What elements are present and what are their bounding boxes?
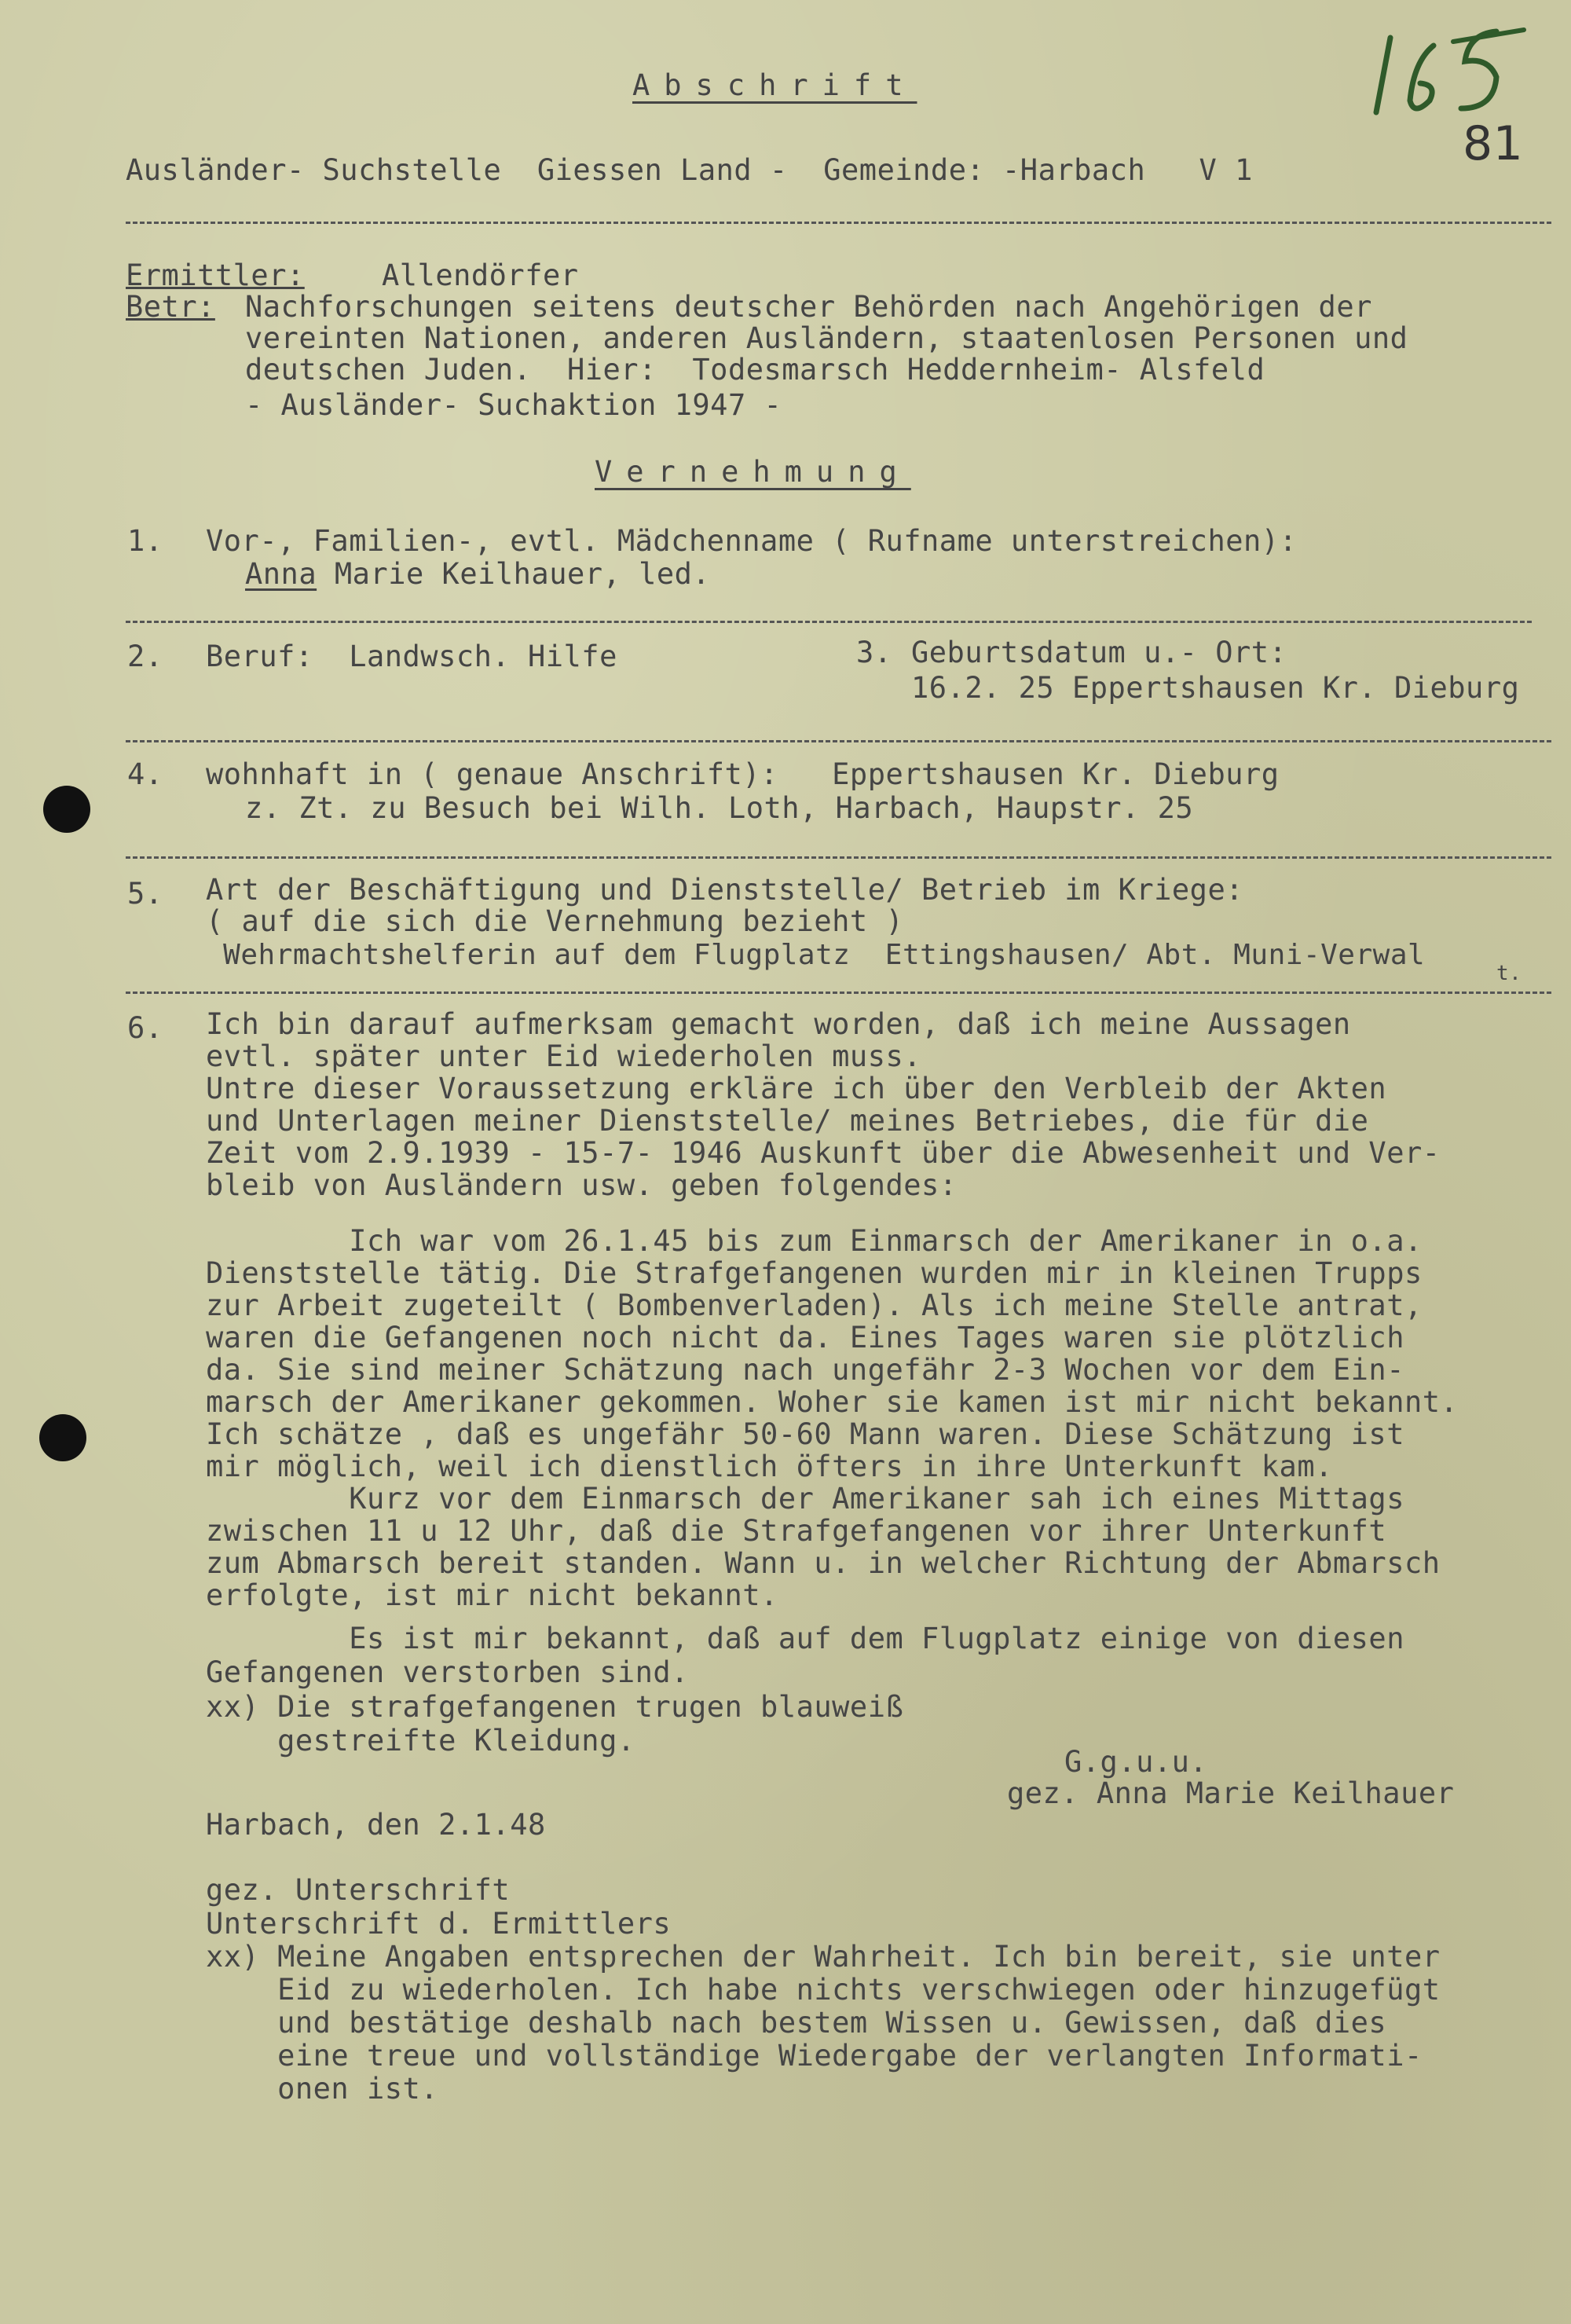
field-employment-trail: t. bbox=[1496, 962, 1522, 985]
footnote-line: und bestätige deshalb nach bestem Wissen u. Gewissen, daß dies bbox=[206, 2006, 1387, 2040]
statement-line: Gefangenen verstorben sind. bbox=[206, 1655, 689, 1689]
investigator-label: Ermittler: bbox=[126, 258, 305, 292]
statement-line: Ich schätze , daß es ungefähr 50-60 Mann waren. Diese Schätzung ist bbox=[206, 1417, 1404, 1451]
statement-intro-line: bleib von Ausländern usw. geben folgendes: bbox=[206, 1168, 958, 1202]
statement-intro-line: Untre dieser Voraussetzung erkläre ich über den Verbleib der Akten bbox=[206, 1072, 1387, 1105]
statement-line: mir möglich, weil ich dienstlich öfters in ihre Unterkunft kam. bbox=[206, 1450, 1333, 1483]
field-employment-line: Art der Beschäftigung und Dienststelle/ Betrieb im Kriege: bbox=[206, 873, 1244, 907]
statement-line: Es ist mir bekannt, daß auf dem Flugplatz einige von diesen bbox=[206, 1622, 1404, 1655]
field-number: 2. bbox=[127, 640, 163, 673]
statement-xx-line: xx) Die strafgefangenen trugen blauweiß bbox=[206, 1690, 904, 1724]
gez-line: gez. Unterschrift bbox=[206, 1873, 511, 1907]
statement-line: zwischen 11 u 12 Uhr, daß die Strafgefangenen vor ihrer Unterkunft bbox=[206, 1514, 1387, 1548]
name-rest: Marie Keilhauer, led. bbox=[317, 557, 711, 591]
subject-line: Nachforschungen seitens deutscher Behörden nach Angehörigen der bbox=[245, 290, 1372, 324]
field-number: 5. bbox=[127, 877, 163, 911]
field-address-value: z. Zt. zu Besuch bei Wilh. Loth, Harbach, Haupstr. 25 bbox=[245, 791, 1194, 825]
field-number: 6. bbox=[127, 1011, 163, 1045]
divider bbox=[126, 856, 1551, 859]
field-name-label: Vor-, Familien-, evtl. Mädchenname ( Rufname unterstreichen): bbox=[206, 524, 1298, 558]
statement-xx-line: gestreifte Kleidung. bbox=[206, 1724, 635, 1758]
subject-line: vereinten Nationen, anderen Ausländern, staatenlosen Personen und bbox=[245, 321, 1408, 355]
field-employment-line: Wehrmachtshelferin auf dem Flugplatz Ettingshausen/ Abt. Muni-Verwal bbox=[206, 939, 1426, 971]
investigator-name: Allendörfer bbox=[382, 258, 579, 292]
document-title: Abschrift bbox=[632, 68, 917, 102]
section-title: Vernehmung bbox=[595, 455, 911, 489]
subject-line: - Ausländer- Suchaktion 1947 - bbox=[245, 388, 782, 422]
field-birth-label: Geburtsdatum u.- Ort: bbox=[911, 636, 1287, 669]
statement-intro-line: Ich bin darauf aufmerksam gemacht worden, daß ich meine Aussagen bbox=[206, 1007, 1351, 1041]
subject-label: Betr: bbox=[126, 290, 215, 324]
field-birth-value: 16.2. 25 Eppertshausen Kr. Dieburg bbox=[911, 671, 1520, 705]
page-number: 81 bbox=[1463, 116, 1524, 171]
field-address-label: wohnhaft in ( genaue Anschrift): Eppertshausen Kr. Dieburg bbox=[206, 757, 1280, 791]
field-occupation: Beruf: Landwsch. Hilfe bbox=[206, 640, 617, 673]
signature-signed: gez. Anna Marie Keilhauer bbox=[1007, 1776, 1455, 1810]
statement-line: zum Abmarsch bereit standen. Wann u. in welcher Richtung der Abmarsch bbox=[206, 1546, 1441, 1580]
statement-intro-line: und Unterlagen meiner Dienststelle/ meines Betriebes, die für die bbox=[206, 1104, 1369, 1138]
statement-line: Kurz vor dem Einmarsch der Amerikaner sah ich eines Mittags bbox=[206, 1482, 1404, 1516]
field-number: 3. bbox=[856, 636, 892, 669]
field-number: 4. bbox=[127, 757, 163, 791]
statement-line: Ich war vom 26.1.45 bis zum Einmarsch der Amerikaner in o.a. bbox=[206, 1224, 1423, 1258]
divider bbox=[126, 740, 1551, 742]
subject-line: deutschen Juden. Hier: Todesmarsch Heddernheim- Alsfeld bbox=[245, 353, 1265, 387]
statement-line: waren die Gefangenen noch nicht da. Eines Tages waren sie plötzlich bbox=[206, 1321, 1404, 1354]
footnote-line: xx) Meine Angaben entsprechen der Wahrheit. Ich bin bereit, sie unter bbox=[206, 1940, 1441, 1974]
statement-line: da. Sie sind meiner Schätzung nach ungefähr 2-3 Wochen vor dem Ein- bbox=[206, 1353, 1404, 1387]
statement-intro-line: Zeit vom 2.9.1939 - 15-7- 1946 Auskunft über die Abwesenheit und Ver- bbox=[206, 1136, 1441, 1170]
divider bbox=[126, 992, 1551, 994]
footnote-line: Eid zu wiederholen. Ich habe nichts verschwiegen oder hinzugefügt bbox=[206, 1973, 1441, 2007]
field-employment-line: ( auf die sich die Vernehmung bezieht ) bbox=[206, 904, 904, 938]
field-name-value bbox=[245, 558, 710, 591]
footnote-line: eine treue und vollständige Wiedergabe der verlangten Informati- bbox=[206, 2039, 1423, 2073]
handwritten-folio-number bbox=[1359, 14, 1540, 124]
field-number: 1. bbox=[127, 524, 163, 558]
punch-hole bbox=[39, 1414, 86, 1461]
place-date: Harbach, den 2.1.48 bbox=[206, 1808, 546, 1842]
signature-abbrev: G.g.u.u. bbox=[1064, 1745, 1208, 1779]
statement-line: marsch der Amerikaner gekommen. Woher sie kamen ist mir nicht bekannt. bbox=[206, 1385, 1459, 1419]
divider bbox=[126, 222, 1551, 224]
divider bbox=[126, 621, 1532, 623]
punch-hole bbox=[43, 786, 90, 833]
office-line: Ausländer- Suchstelle Giessen Land - Gemeinde: -Harbach V 1 bbox=[126, 153, 1253, 187]
statement-line: Dienststelle tätig. Die Strafgefangenen wurden mir in kleinen Trupps bbox=[206, 1256, 1423, 1290]
statement-intro-line: evtl. später unter Eid wiederholen muss. bbox=[206, 1039, 922, 1073]
call-name: Anna bbox=[245, 557, 317, 591]
statement-line: zur Arbeit zugeteilt ( Bombenverladen). Als ich meine Stelle antrat, bbox=[206, 1288, 1423, 1322]
statement-line: erfolgte, ist mir nicht bekannt. bbox=[206, 1578, 778, 1612]
investigator-signature: Unterschrift d. Ermittlers bbox=[206, 1907, 672, 1941]
footnote-line: onen ist. bbox=[206, 2072, 439, 2106]
